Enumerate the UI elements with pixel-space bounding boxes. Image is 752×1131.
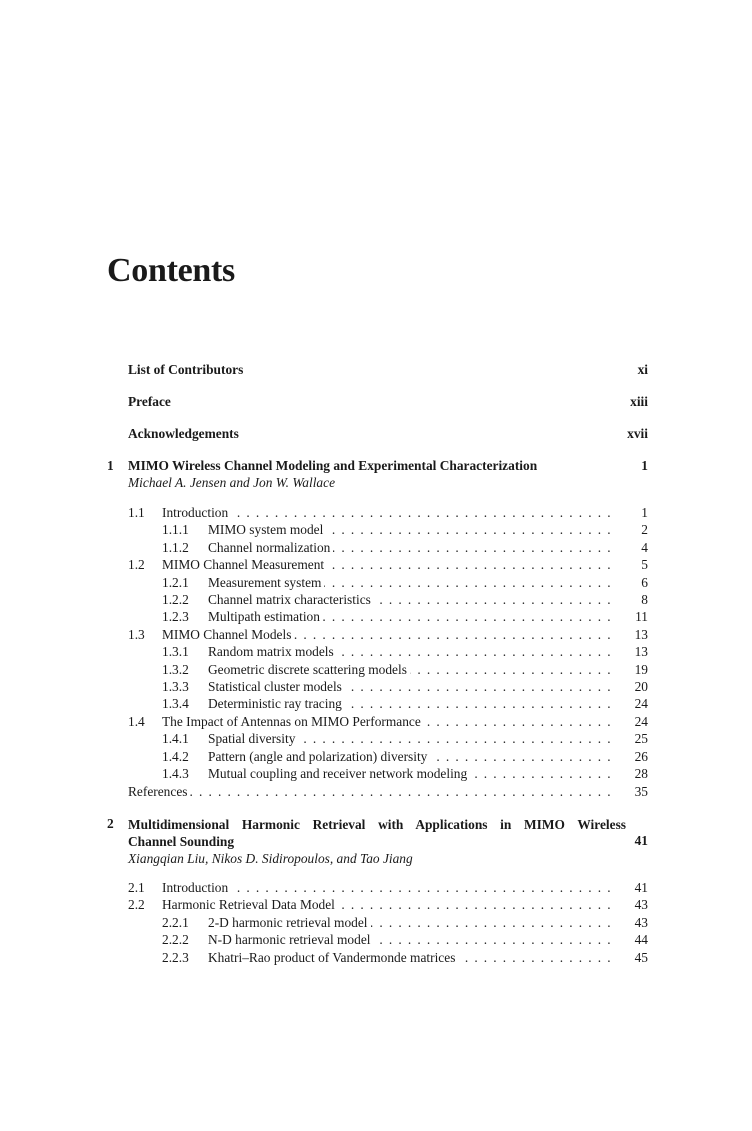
toc-subsection[interactable] bbox=[128, 695, 648, 713]
toc-entry-number: 1.2.1 bbox=[162, 574, 189, 590]
toc-entry-title: Pattern (angle and polarization) diversity bbox=[208, 749, 430, 764]
toc-entry-number: 1.4.1 bbox=[162, 731, 189, 747]
toc-entry-page: 43 bbox=[634, 914, 648, 930]
toc-entry-title: MIMO Channel Models bbox=[162, 627, 294, 642]
toc-entry-page: 28 bbox=[634, 766, 648, 781]
toc-front-title: Preface bbox=[128, 394, 171, 409]
toc-subsection[interactable] bbox=[128, 748, 648, 766]
toc-entry-page: 8 bbox=[641, 592, 648, 607]
toc-entry-title: Deterministic ray tracing bbox=[208, 696, 345, 711]
toc-subsection[interactable] bbox=[128, 591, 648, 609]
chapter-number: 2 bbox=[107, 816, 114, 831]
toc-entry-number: 2.2.2 bbox=[162, 932, 189, 948]
toc-subsection[interactable] bbox=[128, 914, 648, 932]
toc-entry-page: 2 bbox=[641, 522, 648, 538]
toc-entry-number: 2.2 bbox=[128, 897, 145, 913]
toc-subsection[interactable] bbox=[128, 730, 648, 748]
toc-entry-number: 1.1.2 bbox=[162, 539, 189, 555]
toc-subsection[interactable] bbox=[128, 678, 648, 696]
toc-entry-number: 1.3.3 bbox=[162, 679, 189, 694]
toc-entry-page: 44 bbox=[634, 932, 648, 948]
toc-section[interactable] bbox=[128, 896, 648, 914]
toc-entry-number: 1.2 bbox=[128, 557, 145, 573]
references-title: References bbox=[128, 784, 190, 799]
toc-chapter-1[interactable] bbox=[107, 457, 648, 475]
toc-entry-number: 2.1 bbox=[128, 880, 145, 895]
toc-entry-number: 1.1.1 bbox=[162, 522, 189, 538]
toc-entry-title: Random matrix models bbox=[208, 644, 337, 659]
toc-front-page: xiii bbox=[630, 394, 648, 409]
toc-entry-page: 4 bbox=[641, 539, 648, 555]
chapter-title-line2: Channel Sounding bbox=[128, 834, 235, 849]
toc-front-title: List of Contributors bbox=[128, 362, 244, 377]
page-title: Contents bbox=[107, 252, 235, 289]
toc-entry-number: 1.3 bbox=[128, 626, 145, 642]
toc-entry-page: 20 bbox=[634, 679, 648, 694]
chapter-title: MIMO Wireless Channel Modeling and Experimental Characterization bbox=[128, 458, 538, 473]
toc-entry-title: Khatri–Rao product of Vandermonde matrices bbox=[208, 950, 458, 965]
toc-entry-number: 1.4.3 bbox=[162, 766, 189, 781]
toc-subsection[interactable] bbox=[128, 643, 648, 661]
toc-entry-title: Multipath estimation bbox=[208, 609, 323, 624]
toc-subsection[interactable] bbox=[128, 521, 648, 539]
toc-entry-number: 1.4.2 bbox=[162, 748, 189, 764]
toc-section[interactable] bbox=[128, 713, 648, 731]
toc-entry-page: 6 bbox=[641, 574, 648, 590]
toc-entry-title: Channel normalization bbox=[208, 540, 333, 555]
toc-entry-number: 1.2.3 bbox=[162, 609, 189, 625]
toc-entry-title: 2-D harmonic retrieval model bbox=[208, 915, 371, 930]
toc-subsection[interactable] bbox=[128, 574, 648, 592]
toc-front-page: xi bbox=[637, 362, 648, 377]
toc-front-title: Acknowledgements bbox=[128, 426, 239, 441]
toc-entry-page: 5 bbox=[641, 557, 648, 573]
toc-section[interactable] bbox=[128, 879, 648, 897]
toc-entry-number: 1.3.4 bbox=[162, 696, 189, 712]
toc-entry-title: MIMO Channel Measurement bbox=[162, 557, 327, 572]
toc-entry-title: Spatial diversity bbox=[208, 731, 298, 746]
toc-front-item[interactable] bbox=[128, 425, 648, 443]
toc-entry-page: 41 bbox=[634, 880, 648, 895]
toc-entry-title: Harmonic Retrieval Data Model bbox=[162, 897, 338, 912]
toc-entry-page: 13 bbox=[634, 626, 648, 642]
toc-entry-page: 45 bbox=[634, 949, 648, 965]
toc-subsection[interactable] bbox=[128, 765, 648, 783]
references-page: 35 bbox=[634, 784, 648, 799]
toc-entry-page: 43 bbox=[634, 897, 648, 913]
chapter-title-line1: Multidimensional Harmonic Retrieval with Applications in MIMO Wireless bbox=[128, 817, 626, 832]
toc-subsection[interactable] bbox=[128, 539, 648, 557]
toc-entry-title: MIMO system model bbox=[208, 522, 326, 537]
toc-entry-page: 19 bbox=[634, 661, 648, 677]
toc-entry-title: Mutual coupling and receiver network modeling bbox=[208, 766, 470, 781]
toc-subsection[interactable] bbox=[128, 661, 648, 679]
chapter-page: 41 bbox=[634, 833, 648, 848]
toc-references[interactable] bbox=[128, 783, 648, 801]
toc-entry-page: 1 bbox=[641, 505, 648, 520]
toc-front-item[interactable] bbox=[128, 393, 648, 411]
chapter-authors: Xiangqian Liu, Nikos D. Sidiropoulos, and Tao Jiang bbox=[128, 851, 413, 866]
toc-subsection[interactable] bbox=[128, 931, 648, 949]
toc-entry-title: N-D harmonic retrieval model bbox=[208, 932, 374, 947]
toc-entry-number: 1.1 bbox=[128, 505, 145, 520]
toc-entry-page: 11 bbox=[635, 609, 648, 625]
toc-front-item[interactable] bbox=[128, 361, 648, 379]
toc-entry-number: 2.2.1 bbox=[162, 914, 189, 930]
toc-chapter-2[interactable] bbox=[128, 816, 626, 850]
toc-chapter-2-number bbox=[107, 815, 127, 833]
toc-entry-number: 2.2.3 bbox=[162, 949, 189, 965]
toc-entry-title: Introduction bbox=[162, 880, 231, 895]
toc-entry-page: 25 bbox=[634, 731, 648, 747]
toc-entry-number: 1.4 bbox=[128, 713, 145, 729]
chapter-page: 1 bbox=[641, 458, 648, 473]
toc-entry-title: The Impact of Antennas on MIMO Performance bbox=[162, 714, 424, 729]
toc-section[interactable] bbox=[128, 504, 648, 522]
toc-entry-page: 13 bbox=[634, 644, 648, 660]
toc-subsection[interactable] bbox=[128, 949, 648, 967]
toc-entry-page: 26 bbox=[634, 748, 648, 764]
toc-entry-title: Geometric discrete scattering models bbox=[208, 662, 410, 677]
toc-entry-page: 24 bbox=[634, 696, 648, 712]
toc-entry-number: 1.2.2 bbox=[162, 592, 189, 607]
toc-entry-title: Measurement system bbox=[208, 575, 324, 590]
toc-front-page: xvii bbox=[627, 426, 648, 441]
toc-subsection[interactable] bbox=[128, 608, 648, 626]
toc-entry-page: 24 bbox=[634, 713, 648, 729]
toc-section[interactable] bbox=[128, 626, 648, 644]
chapter-number: 1 bbox=[107, 458, 114, 473]
toc-section[interactable] bbox=[128, 556, 648, 574]
toc-entry-title: Introduction bbox=[162, 505, 231, 520]
toc-entry-title: Statistical cluster models bbox=[208, 679, 345, 694]
toc-entry-title: Channel matrix characteristics bbox=[208, 592, 374, 607]
toc-entry-number: 1.3.1 bbox=[162, 644, 189, 660]
toc-chapter-2-page bbox=[600, 832, 648, 850]
toc-entry-number: 1.3.2 bbox=[162, 661, 189, 677]
chapter-authors: Michael A. Jensen and Jon W. Wallace bbox=[128, 475, 336, 490]
